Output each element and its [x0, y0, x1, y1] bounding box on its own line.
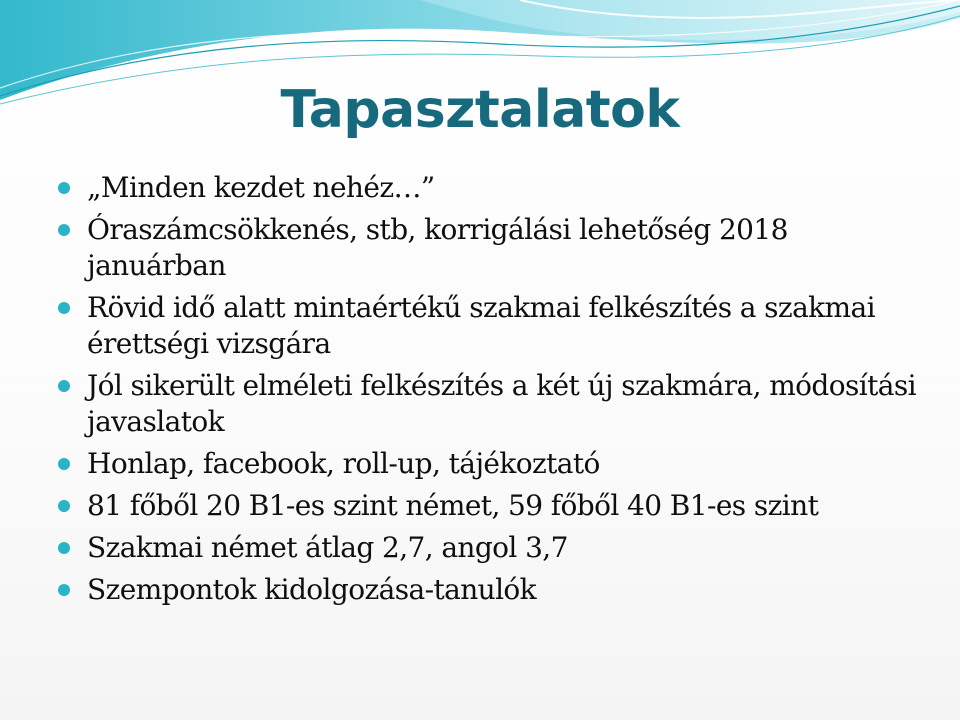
bullet-item [56, 368, 916, 440]
bullet-list [56, 170, 916, 614]
bullet-text: „Minden kezdet nehéz…” [87, 171, 435, 204]
bullet-dot-icon [58, 302, 70, 314]
bullet-dot-icon [58, 182, 70, 194]
bullet-text: Jól sikerült elméleti felkészítés a két új szakmára, módosítási javaslatok [87, 369, 916, 438]
bullet-item [56, 488, 916, 524]
bullet-text: Szempontok kidolgozása-tanulók [87, 573, 537, 606]
bullet-item [56, 446, 916, 482]
bullet-item [56, 530, 916, 566]
bullet-dot-icon [58, 380, 70, 392]
bullet-text: Rövid idő alatt mintaértékű szakmai felkészítés a szakmai érettségi vizsgára [87, 291, 875, 360]
bullet-item [56, 290, 916, 362]
bullet-dot-icon [58, 584, 70, 596]
bullet-dot-icon [58, 224, 70, 236]
bullet-text: Honlap, facebook, roll-up, tájékoztató [87, 447, 600, 480]
bullet-item [56, 170, 916, 206]
bullet-dot-icon [58, 458, 70, 470]
bullet-text: Óraszámcsökkenés, stb, korrigálási lehetőség 2018 januárban [87, 213, 788, 282]
slide-title: Tapasztalatok [280, 80, 680, 140]
bullet-dot-icon [58, 500, 70, 512]
bullet-item [56, 572, 916, 608]
bullet-text: Szakmai német átlag 2,7, angol 3,7 [87, 531, 568, 564]
bullet-dot-icon [58, 542, 70, 554]
bullet-text: 81 főből 20 B1-es szint német, 59 főből 40 B1-es szint [87, 489, 819, 522]
bullet-item [56, 212, 916, 284]
